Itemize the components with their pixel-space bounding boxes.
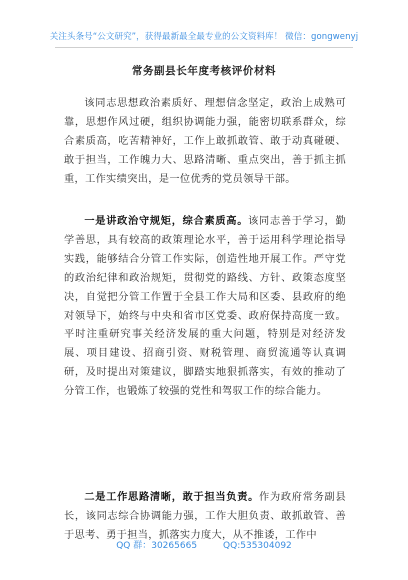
paragraph-text <box>64 212 346 402</box>
footer-qq-number: QQ:535304092 <box>223 541 292 551</box>
paragraph-lead: 一是讲政治守规矩，综合素质高。 <box>84 215 249 227</box>
paragraph-body: 该同志思想政治素质好、理想信念坚定，政治上成熟可靠，思想作风过硬，组织协调能力强，能密切联系群众，综合素质高，吃苦精神好，工作上敢抓敢管、敢于动真碰硬、敢于担当，工作魄力大、思路清晰、重点突出，善于抓主抓重，工作实绩突出，是一位优秀的党员领导干部。 <box>64 98 346 185</box>
paragraph-politics <box>64 212 346 402</box>
footer-qq-group: QQ 群：30265665 <box>116 541 198 551</box>
header-divider <box>55 47 353 48</box>
document-title: 常务副县长年度考核评价材料 <box>131 65 277 77</box>
paragraph-lead: 二是工作思路清晰，敢于担当负责。 <box>84 491 260 503</box>
header-promo-note: 关注头条号“公文研究”，获得最新最全最专业的公文资料库！ 微信：gongwenyj <box>49 32 359 42</box>
paragraph-body: 作为政府常务副县长，该同志综合协调能力强，工作大胆负责、敢抓敢管、善于思考、勇于担当，抓落实力度大，从不推诿，工作中 <box>64 492 346 541</box>
paragraph-text <box>64 94 346 190</box>
footer-contact <box>0 538 408 551</box>
paragraph-body: 该同志善于学习，勤学善思，具有较高的政策理论水平，善于运用科学理论指导实践，能够结合分管工作实际，创造性地开展工作。严守党的政治纪律和政治规矩，贯彻党的路线、方针、政策态度坚决，自觉把分管工作置于全县工作大局和区委、县政府的绝对领导下，始终与中央和省市区党委、政府保持高度一致。平时注重研究事关经济发展的重大问题，特别是对经济发展、项目建设、招商引资、财税管理、商贸流通等认真调研，及时提出对策建议，脚踏实地狠抓落实，有效的推动了分管工作，也锻炼了较强的党性和驾驭工作的综合能力。 <box>64 216 347 398</box>
paragraph-intro <box>64 94 346 190</box>
